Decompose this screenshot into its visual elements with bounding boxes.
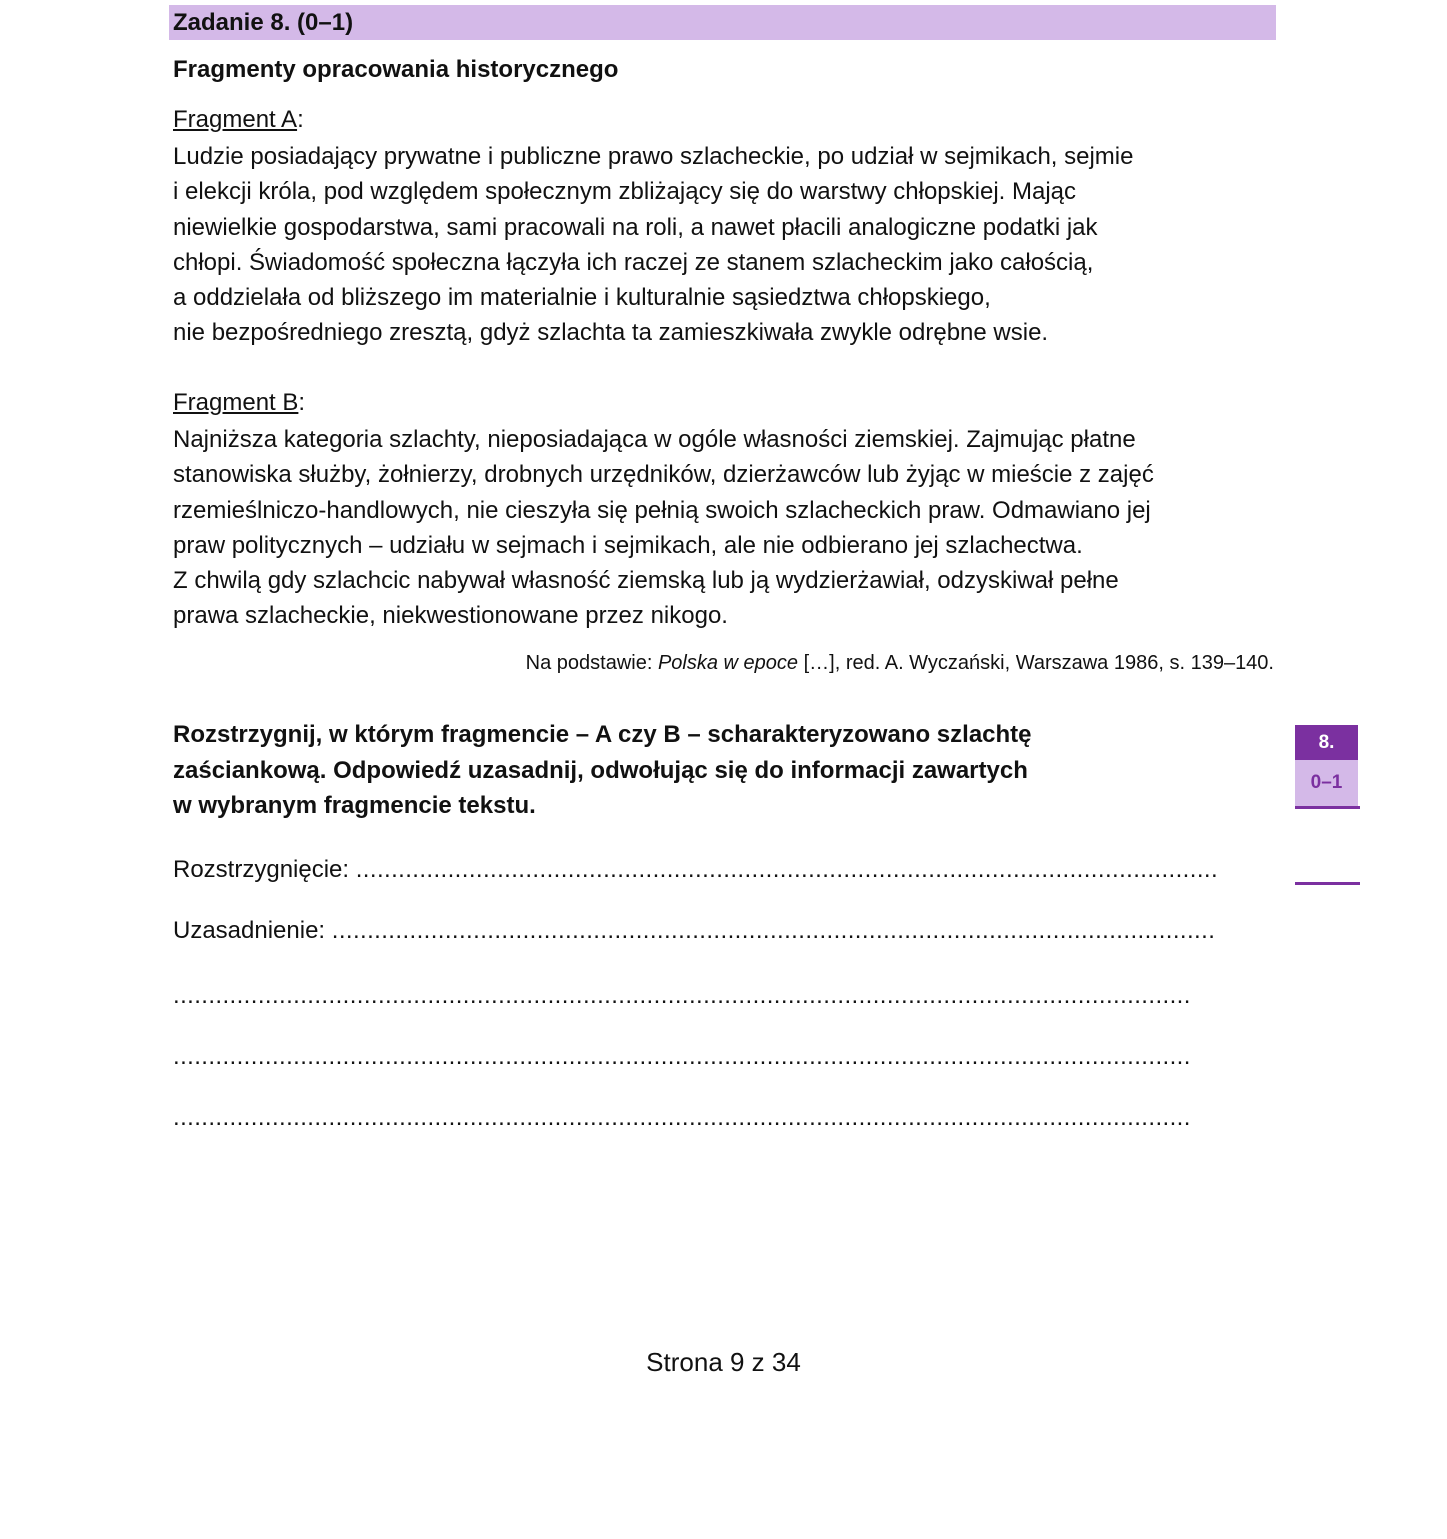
source-suffix: […], red. A. Wyczański, Warszawa 1986, s. 139–140. (798, 652, 1274, 674)
fragment-a-line: chłopi. Świadomość społeczna łączyła ich raczej ze stanem szlacheckim jako całością, (173, 248, 1094, 276)
source-title: Polska w epoce (657, 652, 799, 674)
fragment-a-label-text: Fragment A (173, 106, 298, 133)
score-box-divider (1295, 806, 1360, 809)
decision-answer-line[interactable] (173, 855, 1273, 885)
question-line: zaściankową. Odpowiedź uzasadnij, odwołując się do informacji zawartych (173, 756, 1028, 784)
section-title: Fragmenty opracowania historycznego (173, 56, 619, 83)
answer-line[interactable] (173, 1042, 1273, 1072)
justification-answer-line[interactable] (173, 916, 1273, 946)
question-prompt (173, 717, 1223, 824)
justification-dots: ............................................................................................................................. (331, 917, 1216, 944)
fragment-b-label (173, 387, 1283, 422)
fragment-b (173, 387, 1283, 634)
answer-dots: ................................................................................................................................................ (173, 1043, 1191, 1070)
answer-dots: ................................................................................................................................................ (173, 982, 1191, 1009)
source-prefix: Na podstawie: (525, 652, 658, 674)
answer-dots: ................................................................................................................................................ (173, 1104, 1191, 1131)
fragment-a-line: nie bezpośredniego zresztą, gdyż szlachta ta zamieszkiwała zwykle odrębne wsie. (173, 319, 1049, 347)
fragment-a-line: niewielkie gospodarstwa, sami pracowali na roli, a nawet płacili analogiczne podatki jak (173, 213, 1098, 241)
task-header (169, 5, 1276, 40)
fragment-a-line: i elekcji króla, pod względem społecznym zbliżający się do warstwy chłopskiej. Mając (173, 178, 1077, 206)
justification-label: Uzasadnienie: (173, 917, 332, 944)
decision-dots: .......................................................................................................................... (355, 856, 1219, 883)
page-number: Strona 9 z 34 (646, 1347, 801, 1377)
fragment-a-colon: : (297, 106, 304, 133)
score-box (1295, 725, 1360, 809)
fragment-a (173, 104, 1283, 351)
score-task-number: 8. (1295, 725, 1360, 760)
fragment-b-line: rzemieślniczo-handlowych, nie cieszyła się pełnią swoich szlacheckich praw. Odmawiano jej (173, 496, 1151, 524)
question-line: Rozstrzygnij, w którym fragmencie – A czy B – scharakteryzowano szlachtę (173, 721, 1032, 748)
answer-line[interactable] (173, 981, 1273, 1011)
fragment-a-line: Ludzie posiadający prywatne i publiczne prawo szlacheckie, po udział w sejmikach, sejmie (173, 143, 1134, 170)
source-citation (526, 650, 1274, 676)
decision-label: Rozstrzygnięcie: (173, 856, 356, 883)
question-line: w wybranym fragmencie tekstu. (173, 792, 536, 819)
task-label: Zadanie 8. (0–1) (173, 9, 354, 36)
fragment-b-label-text: Fragment B (173, 389, 299, 416)
fragment-b-line: Z chwilą gdy szlachcic nabywał własność ziemską lub ją wydzierżawiał, odzyskiwał pełne (173, 567, 1119, 595)
fragment-a-line: a oddzielała od bliższego im materialnie i kulturalnie sąsiedztwa chłopskiego, (173, 284, 991, 312)
fragment-b-line: praw politycznych – udziału w sejmach i sejmikach, ale nie odbierano jej szlachectwa. (173, 531, 1083, 559)
fragment-b-line: prawa szlacheckie, niekwestionowane przez nikogo. (173, 602, 728, 630)
score-entry-line[interactable] (1295, 882, 1360, 885)
fragment-a-label (173, 104, 1283, 139)
answer-line[interactable] (173, 1103, 1273, 1133)
fragment-b-line: Najniższa kategoria szlachty, nieposiadająca w ogóle własności ziemskiej. Zajmując płatne (173, 426, 1136, 453)
score-points: 0–1 (1295, 760, 1360, 806)
fragment-b-colon: : (298, 389, 306, 416)
fragment-b-line: stanowiska służby, żołnierzy, drobnych urzędników, dzierżawców lub żyjąc w mieście z zajęć (173, 461, 1154, 489)
